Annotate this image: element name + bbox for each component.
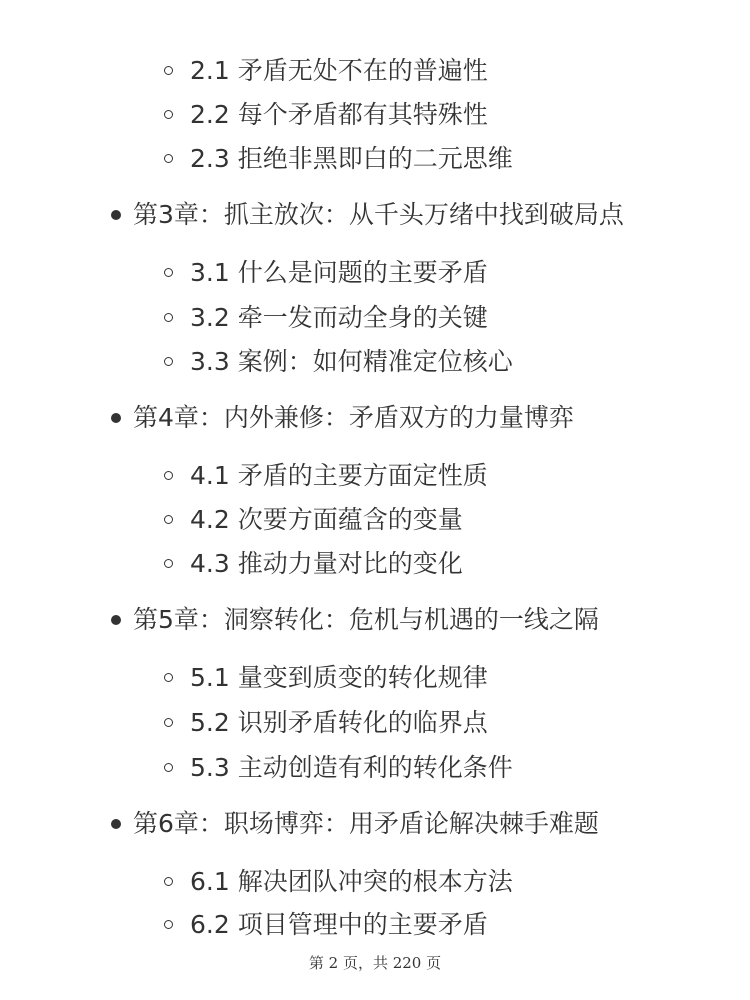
hollow-bullet-icon	[164, 515, 173, 524]
outline-subsection-2-3: 2.3 拒绝非黑即白的二元思维	[190, 144, 513, 173]
outline-chapter-6: 第6章：职场博弈：用矛盾论解决棘手难题	[133, 809, 599, 838]
outline-subsection-5-2: 5.2 识别矛盾转化的临界点	[190, 708, 488, 737]
hollow-bullet-icon	[164, 559, 173, 568]
outline-subsection-6-1: 6.1 解决团队冲突的根本方法	[190, 867, 513, 896]
outline-subsection-4-2: 4.2 次要方面蕴含的变量	[190, 505, 463, 534]
hollow-bullet-icon	[164, 471, 173, 480]
page-number-footer: 第 2 页，共 220 页	[308, 954, 442, 972]
hollow-bullet-icon	[164, 268, 173, 277]
hollow-bullet-icon	[164, 877, 173, 886]
outline-chapter-3: 第3章：抓主放次：从千头万绪中找到破局点	[133, 200, 624, 229]
outline-subsection-3-2: 3.2 牵一发而动全身的关键	[190, 303, 488, 332]
outline-subsection-5-3: 5.3 主动创造有利的转化条件	[190, 753, 513, 782]
outline-subsection-3-3: 3.3 案例：如何精准定位核心	[190, 347, 513, 376]
solid-bullet-icon	[111, 210, 121, 220]
solid-bullet-icon	[111, 615, 121, 625]
hollow-bullet-icon	[164, 718, 173, 727]
hollow-bullet-icon	[164, 673, 173, 682]
hollow-bullet-icon	[164, 357, 173, 366]
outline-subsection-2-2: 2.2 每个矛盾都有其特殊性	[190, 100, 488, 129]
outline-subsection-4-1: 4.1 矛盾的主要方面定性质	[190, 461, 488, 490]
hollow-bullet-icon	[164, 66, 173, 75]
solid-bullet-icon	[111, 819, 121, 829]
hollow-bullet-icon	[164, 154, 173, 163]
hollow-bullet-icon	[164, 763, 173, 772]
outline-subsection-3-1: 3.1 什么是问题的主要矛盾	[190, 258, 488, 287]
outline-chapter-4: 第4章：内外兼修：矛盾双方的力量博弈	[133, 403, 574, 432]
outline-chapter-5: 第5章：洞察转化：危机与机遇的一线之隔	[133, 605, 599, 634]
hollow-bullet-icon	[164, 313, 173, 322]
solid-bullet-icon	[111, 413, 121, 423]
outline-subsection-4-3: 4.3 推动力量对比的变化	[190, 549, 463, 578]
outline-subsection-2-1: 2.1 矛盾无处不在的普遍性	[190, 56, 488, 85]
hollow-bullet-icon	[164, 110, 173, 119]
outline-subsection-5-1: 5.1 量变到质变的转化规律	[190, 663, 488, 692]
hollow-bullet-icon	[164, 920, 173, 929]
outline-subsection-6-2: 6.2 项目管理中的主要矛盾	[190, 910, 488, 939]
